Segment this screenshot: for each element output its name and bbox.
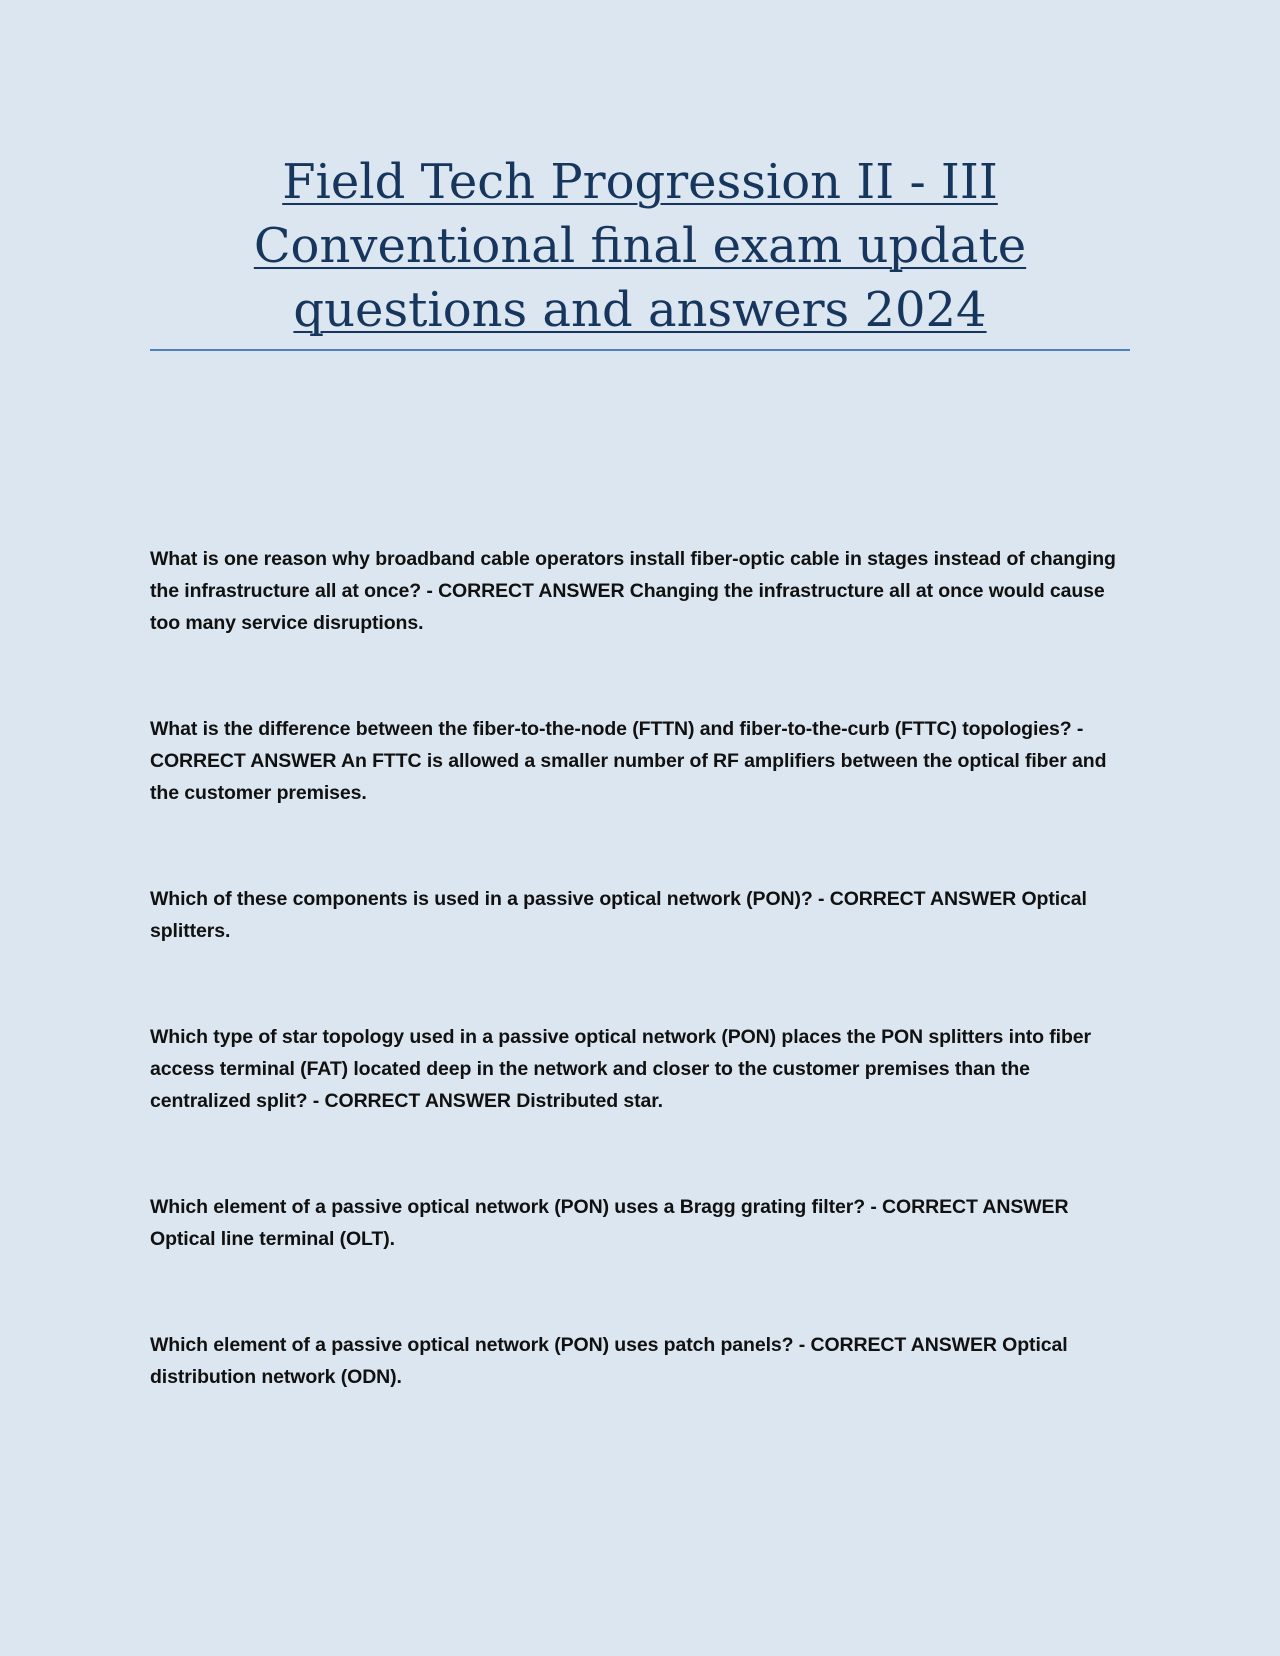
- qa-item-3: Which of these components is used in a passive optical network (PON)? - CORRECT ANSWER Optical splitters.: [150, 888, 1087, 942]
- document-title: Field Tech Progression II - III Conventional final exam update questions and answers 2024: [253, 154, 1027, 338]
- title-block: [150, 150, 1130, 342]
- qa-list: [150, 543, 1135, 1467]
- title-divider: [150, 349, 1130, 351]
- qa-item-5: Which element of a passive optical network (PON) uses a Bragg grating filter? - CORRECT ANSWER Optical line terminal (OLT).: [150, 1196, 1069, 1250]
- qa-item-2: What is the difference between the fiber-to-the-node (FTTN) and fiber-to-the-curb (FTTC) topologies? - CORRECT ANSWER An FTTC is allowed a smaller number of RF amplifiers between the optical fiber and the customer premises.: [150, 718, 1107, 804]
- qa-item-6: Which element of a passive optical network (PON) uses patch panels? - CORRECT ANSWER Optical distribution network (ODN).: [150, 1334, 1068, 1388]
- qa-item-4: Which type of star topology used in a passive optical network (PON) places the PON splitters into fiber access terminal (FAT) located deep in the network and closer to the customer premises than the centralized split? - CORRECT ANSWER Distributed star.: [150, 1026, 1092, 1112]
- qa-item-1: What is one reason why broadband cable operators install fiber-optic cable in stages instead of changing the infrastructure all at once? - CORRECT ANSWER Changing the infrastructure all at once would cause too many service disruptions.: [150, 548, 1116, 634]
